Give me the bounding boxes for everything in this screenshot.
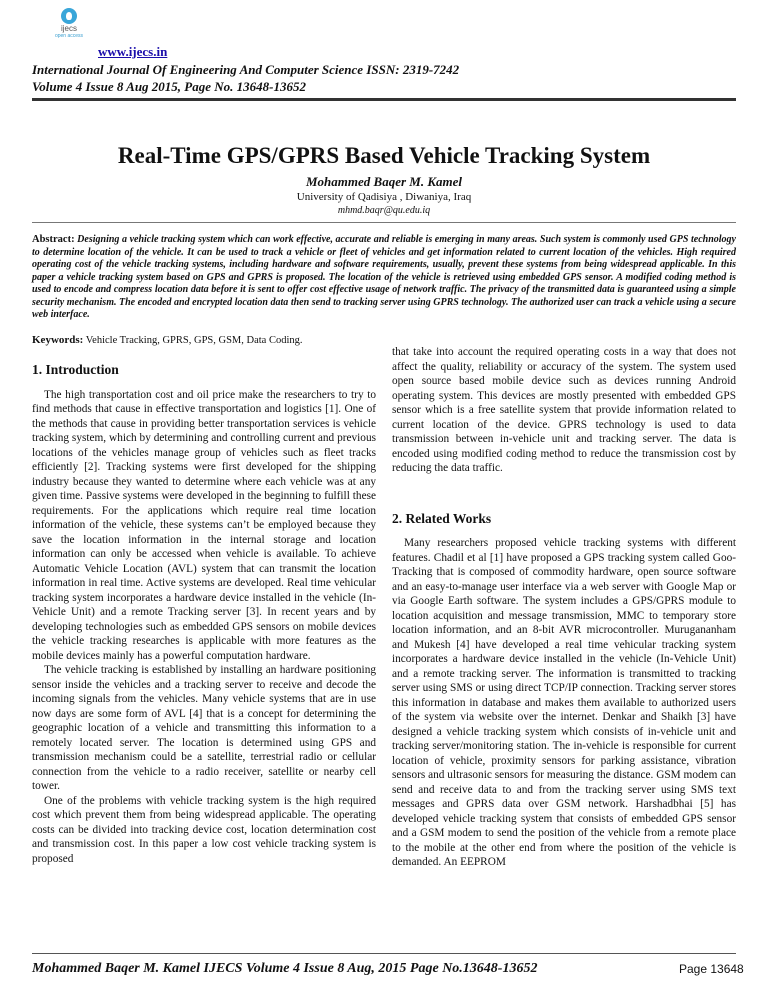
author-email: mhmd.baqr@qu.edu.iq [337,205,431,216]
paper-title: Real-Time GPS/GPRS Based Vehicle Tracking System [117,143,651,168]
intro-paragraph: The vehicle tracking is established by installing an hardware positioning sensor inside the vehicles and a tracking server to receive and decode the incoming signals from the vehicles. Many vehicle systems that are in use now days are some form of AVL [4] that is a concept for determining the geographic location of a vehicle and transmitting this information to a remotely located server. The location is determined using GPS and transmission mechanism could be a satellite, terrestrial radio or cellular connection from the vehicle to a radio receiver, satellite or nearby cell tower. [32,664,376,792]
paper-author: Mohammed Baqer M. Kamel [305,174,462,189]
intro-heading: 1. Introduction [32,362,119,377]
footer-divider [32,953,736,954]
intro-paragraph: One of the problems with vehicle tracking system is the high required cost which prevent them from being widespread applicable. The operating costs can be divided into tracking device cost, location determination cost and transmission cost. In this paper a low cost vehicle tracking system is proposed [32,794,376,865]
abstract-label: Abstract: [32,234,75,245]
footer-citation: Mohammed Baqer M. Kamel IJECS Volume 4 Issue 8 Aug, 2015 Page No.13648-13652 [32,961,538,976]
related-works-paragraph: Many researchers proposed vehicle tracking systems with different features. Chadil et al [1] have proposed a GPS tracking system called Goo-Tracking that is composed of commodity hardware, open source software and an easy-to-manage user interface via a web server with Google Map or via Google Earth software. The system includes a GPS/GPRS module to location acquisition and message transmission, MMC to temporary store location information, and an 8-bit AVR microcontroller. Murugananham and Mukesh [4] have developed a real time vehicular tracking system incorporates a hardware device installed in the vehicle (In-Vehicle Unit) and a remote tracking server. The information is transmitted to tracking server using SMS or using direct TCP/IP connection. Tracking server stores this information in database and makes them available to authorized users of the system via website over the internet. Denkar and Shaikh [3] have designed a vehicle tracking system which consists of in-vehicle unit and tracking server/monitoring station. The in-vehicle is responsible for current location of vehicle, proximity sensors for parking assistance, vibration sensors and ultrasonic sensors for measuring the distance. GSM modem can send and receive data to and from the tracking server using SMS text messages and GPRS data over GSM network. Harshadbhai [5] has developed vehicle tracking system that consists of embedded GPS sensor and a GSM modem to send the position of the vehicle from a remote place to the mobile at the other end from where the position of the vehicle is demanded. An EEPROM [392,537,736,868]
logo-icon [61,8,77,24]
right-column [392,345,736,870]
logo-subtext: open access [54,33,84,39]
keywords [32,334,303,346]
intro-paragraph-continued: that take into account the required operating costs in a way that does not affect the quality, reliability or accuracy of the system. The system used open source based mobile device such as devices running Android operating system. This devices are mostly presented with embedded GPS sensor which is a free satellite system that provide information related to current location of the device. GPRS technology is used to data transmission between in-vehicle unit and tracking server. The data is encoded using modified coding method to reduce the transmission cost by reducing the data traffic. [392,346,736,474]
intro-paragraph: The high transportation cost and oil price make the researchers to try to find methods that cause in effective transportation and logistics [1]. One of the methods that cause in providing better transportation services is vehicle tracking system, which by determining and controlling current and previous locations of the vehicles manage group of vehicles such as fleet tracks efficiently [2]. Tracking systems were first developed for the shipping industry because they wanted to determine where each vehicle was at any given time. Passive systems were developed in the beginning to fulfill these requirements. For the applications which require real time location information of the vehicle, these systems can’t be employed because they save the location information in the internal storage and location information can only be accessed when vehicle is available. To achieve Automatic Vehicle Location (AVL) system that can transmit the location information in real time. Active systems are developed. Real time vehicular tracking system incorporates a hardware device installed in the vehicle (In-Vehicle Unit) and a remote Tracking server [3]. In recent years and by developing technologies such as embedded GPS sensors on mobile devices the vehicle tracking researches is applicable with more features as the mobile devices mainly has a powerful computation hardware. [32,388,376,662]
header-divider [32,98,736,101]
logo-text: ijecs [60,24,77,33]
related-works-heading: 2. Related Works [392,510,492,526]
journal-logo [52,8,86,46]
title-divider [32,222,736,223]
keywords-text: Vehicle Tracking, GPRS, GPS, GSM, Data Coding. [85,335,303,346]
abstract [32,234,736,322]
author-affiliation: University of Qadisiya , Diwaniya, Iraq [296,191,472,203]
page-number: Page 13648 [679,962,744,976]
journal-url-link[interactable]: www.ijecs.in [98,44,168,59]
keywords-label: Keywords: [32,334,84,346]
journal-volume: Volume 4 Issue 8 Aug 2015, Page No. 13648-13652 [32,79,306,94]
journal-name: International Journal Of Engineering And Computer Science ISSN: 2319-7242 [32,62,460,77]
abstract-text: Designing a vehicle tracking system which can work effective, accurate and reliable is emerging in many areas. Such system is commonly used GPS technology to determine location of the vehicle. It can be used to track a vehicle or fleet of vehicles and get information related to current location of the vehicles. High required operating cost of the vehicle tracking systems, including hardware and software requirements, usually, prevent these systems from being widespread applicable. In this paper a vehicle tracking system based on GPS and GPRS is proposed. The location of the vehicle is retrieved using embedded GPS sensor. A modified coding method is used to encode and compress location data before it is sent to offer cost effective usage of network traffic. The privacy of the transmitted data is guaranteed using a simple security mechanism. The encoded and encrypted location data then send to tracking server using GPRS technology. The authorized user can track a vehicle using a secure web interface. [32,234,736,320]
left-column [32,363,376,866]
